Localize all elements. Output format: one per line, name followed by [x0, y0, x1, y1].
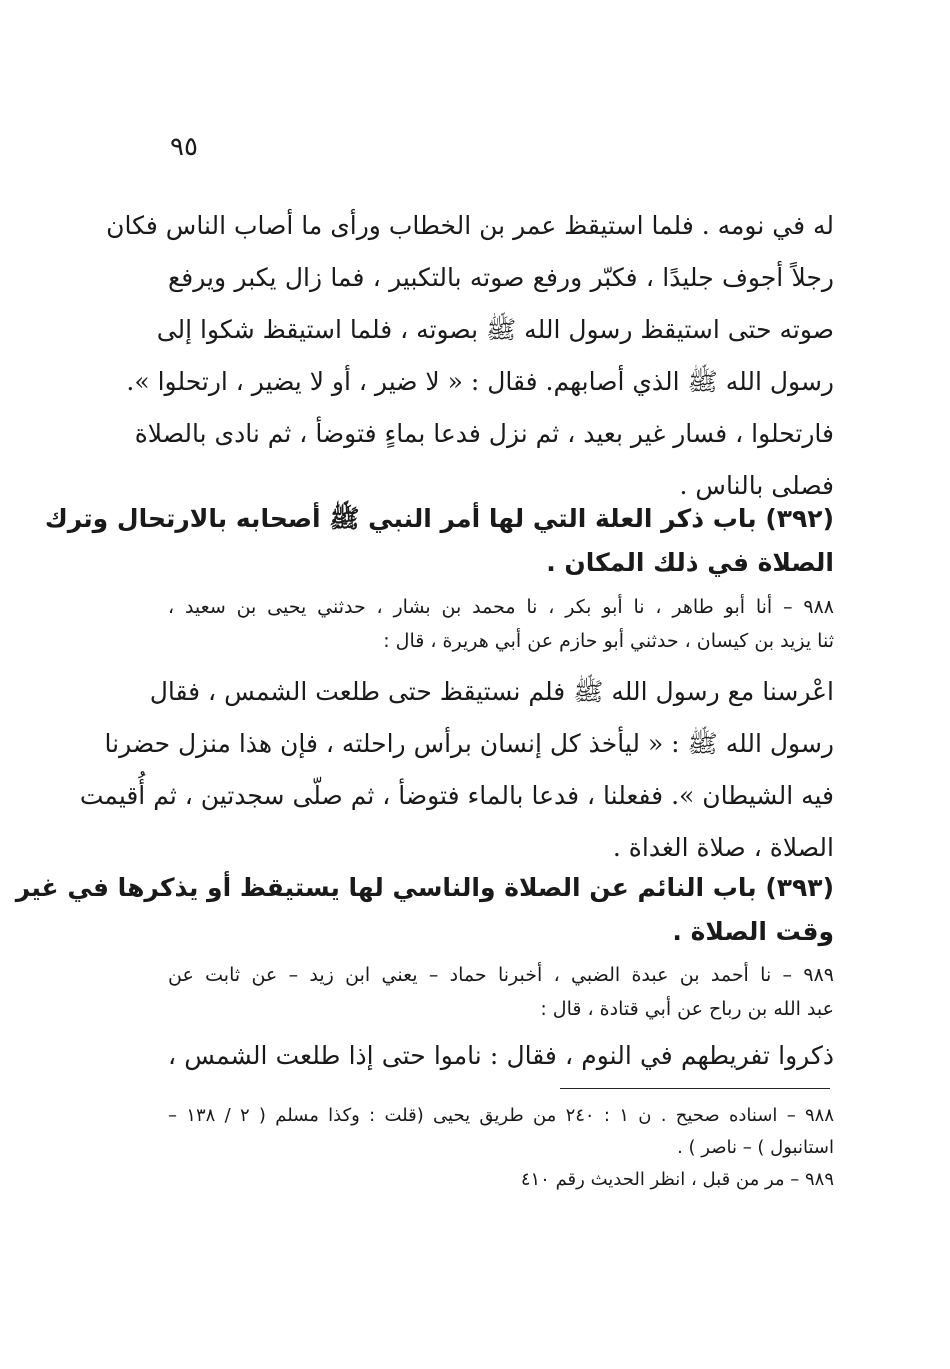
text-line: اعْرسنا مع رسول الله ﷺ فلم نستيقظ حتى طلعت الشمس ، فقال	[149, 677, 834, 706]
text-line: فيه الشيطان ». ففعلنا ، فدعا بالماء فتوضأ ، ثم صلّى سجدتين ، ثم أُقيمت	[79, 781, 834, 810]
footnote-line: استانبول ) – ناصر ) .	[677, 1137, 834, 1158]
heading-line: الصلاة في ذلك المكان .	[546, 548, 834, 577]
footnote-line: ٩٨٨ – اسناده صحيح . ن ١ : ٢٤٠ من طريق يحيى (قلت : وكذا مسلم ( ٢ / ١٣٨ –	[168, 1105, 834, 1126]
heading-line: (٣٩٣) باب النائم عن الصلاة والناسي لها يستيقظ أو يذكرها في غير	[15, 873, 834, 902]
chapter-heading-392	[44, 497, 834, 585]
footnote-divider	[560, 1088, 830, 1089]
paragraph-2	[79, 666, 834, 874]
text-line: له في نومه . فلما استيقظ عمر بن الخطاب ورأى ما أصاب الناس فكان	[106, 211, 834, 240]
heading-line: (٣٩٢) باب ذكر العلة التي لها أمر النبي ﷺ أصحابه بالارتحال وترك	[44, 504, 834, 533]
isnad-line: ٩٨٩ – نا أحمد بن عبدة الضبي ، أخبرنا حماد – يعني ابن زيد – عن ثابت عن	[168, 964, 834, 986]
text-line: فارتحلوا ، فسار غير بعيد ، ثم نزل فدعا بماءٍ فتوضأ ، ثم نادى بالصلاة	[134, 419, 834, 448]
text-line: رسول الله ﷺ الذي أصابهم. فقال : « لا ضير ، أو لا يضير ، ارتحلوا ».	[126, 367, 834, 396]
footnotes	[168, 1100, 834, 1196]
text-line: فصلى بالناس .	[679, 471, 834, 500]
paragraph-1	[106, 200, 834, 512]
text-line: رسول الله ﷺ : « ليأخذ كل إنسان برأس راحلته ، فإن هذا منزل حضرنا	[104, 729, 834, 758]
paragraph-3	[168, 1030, 834, 1082]
isnad-line: عبد الله بن رباح عن أبي قتادة ، قال :	[540, 998, 834, 1020]
isnad-line: ثنا يزيد بن كيسان ، حدثني أبو حازم عن أبي هريرة ، قال :	[383, 630, 834, 652]
isnad-line: ٩٨٨ – أنا أبو طاهر ، نا أبو بكر ، نا محمد بن بشار ، حدثني يحيى بن سعيد ،	[168, 596, 834, 618]
text-line: ذكروا تفريطهم في النوم ، فقال : ناموا حتى إذا طلعت الشمس ،	[168, 1041, 834, 1070]
page-number: ٩٥	[170, 132, 198, 162]
hadith-988-isnad	[168, 590, 834, 658]
heading-line: وقت الصلاة .	[672, 917, 834, 946]
text-line: صوته حتى استيقظ رسول الله ﷺ بصوته ، فلما استيقظ شكوا إلى	[156, 315, 834, 344]
chapter-heading-393	[15, 866, 834, 954]
text-line: الصلاة ، صلاة الغداة .	[612, 833, 834, 862]
text-line: رجلاً أجوف جليدًا ، فكبّر ورفع صوته بالتكبير ، فما زال يكبر ويرفع	[168, 263, 834, 292]
footnote-line: ٩٨٩ – مر من قبل ، انظر الحديث رقم ٤١٠	[520, 1169, 834, 1190]
hadith-989-isnad	[168, 958, 834, 1026]
